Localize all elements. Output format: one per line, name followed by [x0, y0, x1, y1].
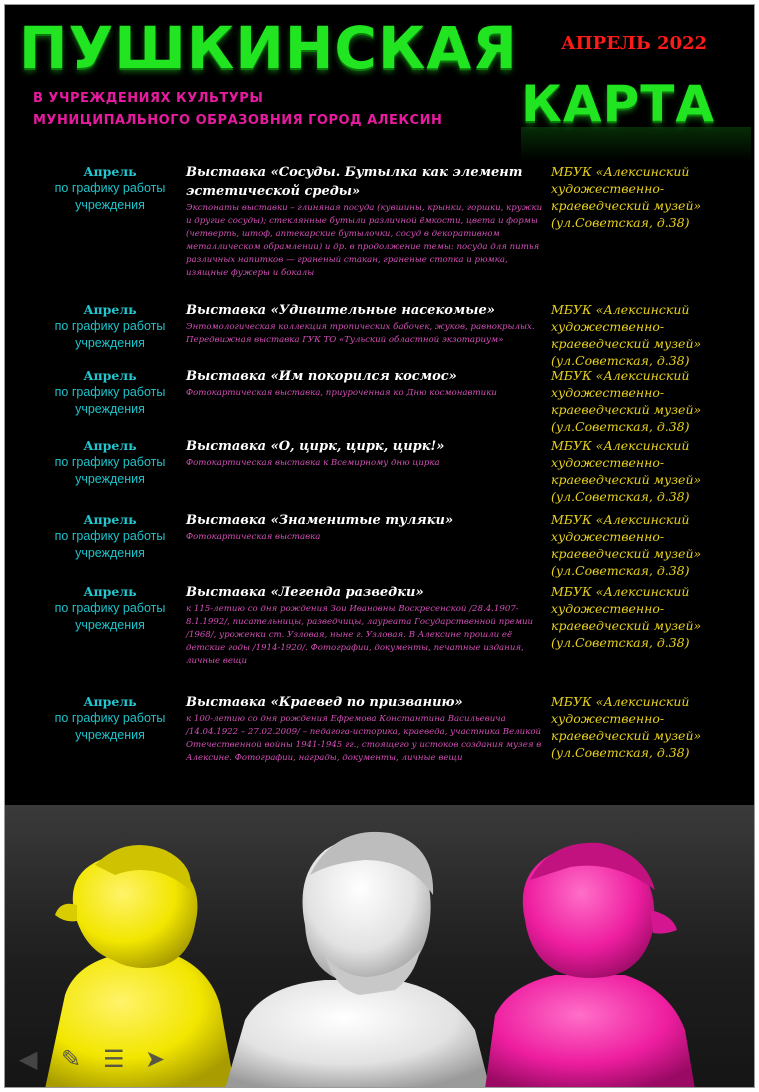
poster-subtitle-line2: МУНИЦИПАЛЬНОГО ОБРАЗОВНИЯ ГОРОД АЛЕКСИН	[33, 113, 443, 128]
event-schedule: по графику работы учреждения	[54, 181, 166, 212]
event-when	[35, 301, 185, 352]
event-description: к 100-летию со дня рождения Ефремова Константина Васильевича /14.04.1922 – 27.02.2009/ – педагога-историка, краеведа, участника Великой Отечественной войны 1941-1945 гг., стоящего у истоков создания музея в Алексине. Фотографии, награды, документы, личные вещи	[186, 714, 542, 763]
event-info	[186, 583, 546, 668]
event-info	[186, 367, 546, 400]
white-bust	[225, 832, 490, 1088]
event-schedule: по графику работы учреждения	[54, 711, 166, 742]
pen-icon[interactable]: ✎	[61, 1046, 82, 1073]
title-reflection	[521, 127, 751, 161]
event-venue: МБУК «Алексинский художественно-краеведческий музей» (ул.Советская, д.38)	[551, 164, 702, 230]
event-venue: МБУК «Алексинский художественно-краеведческий музей» (ул.Советская, д.38)	[551, 302, 702, 368]
event-description: Энтомологическая коллекция тропических бабочек, жуков, равнокрылых. Передвижная выставка ГУК ТО «Тульский областной экзотариум»	[186, 322, 535, 345]
event-schedule: по графику работы учреждения	[54, 319, 166, 350]
event-description: Фотокартическая выставка, приуроченная ко Дню космонавтики	[186, 388, 497, 398]
event-when	[35, 437, 185, 488]
event-info	[186, 511, 546, 544]
arrow-left-icon[interactable]: ◀	[19, 1046, 38, 1073]
event-title: Выставка «Им покорился космос»	[186, 369, 457, 384]
magenta-bust	[485, 843, 695, 1088]
event-venue: МБУК «Алексинский художественно-краеведческий музей» (ул.Советская, д.38)	[551, 368, 702, 434]
event-info	[186, 301, 546, 347]
poster	[4, 4, 755, 1088]
event-title: Выставка «Сосуды. Бутылка как элемент эстетической среды»	[186, 165, 523, 199]
event-month: Апрель	[83, 438, 137, 453]
event-month: Апрель	[83, 694, 137, 709]
event-when	[35, 583, 185, 634]
event-venue: МБУК «Алексинский художественно-краеведческий музей» (ул.Советская, д.38)	[551, 694, 702, 760]
event-month: Апрель	[83, 302, 137, 317]
event-when	[35, 693, 185, 744]
event-schedule: по графику работы учреждения	[54, 385, 166, 416]
event-title: Выставка «Легенда разведки»	[186, 585, 424, 600]
event-when	[35, 367, 185, 418]
event-info	[186, 693, 546, 765]
event-venue: МБУК «Алексинский художественно-краеведческий музей» (ул.Советская, д.38)	[551, 584, 702, 650]
poster-title-line1: ПУШКИНСКАЯ	[19, 14, 518, 82]
event-info	[186, 163, 546, 280]
event-description: Фотокартическая выставка	[186, 532, 321, 542]
menu-icon[interactable]: ☰	[103, 1046, 125, 1073]
event-description: к 115-летию со дня рождения Зои Ивановны Воскресенской /28.4.1907-8.1.1992/, писательницы, разведчицы, лауреата Государственной премии /1968/, уроженки ст. Узловая, ныне г. Узловая. В Алексине прошли её детские годы /1914-1920/. Фотографии, документы, печатные издания, личные вещи	[186, 604, 534, 666]
event-title: Выставка «О, цирк, цирк, цирк!»	[186, 439, 445, 454]
event-schedule: по графику работы учреждения	[54, 529, 166, 560]
event-when	[35, 511, 185, 562]
event-description: Фотокартическая выставка к Всемирному дню цирка	[186, 458, 440, 468]
event-title: Выставка «Краевед по призванию»	[186, 695, 463, 710]
event-info	[186, 437, 546, 470]
event-month: Апрель	[83, 512, 137, 527]
event-schedule: по графику работы учреждения	[54, 601, 166, 632]
event-month: Апрель	[83, 164, 137, 179]
event-title: Выставка «Удивительные насекомые»	[186, 303, 495, 318]
arrow-right-icon[interactable]: ➤	[145, 1046, 166, 1073]
event-schedule: по графику работы учреждения	[54, 455, 166, 486]
event-venue: МБУК «Алексинский художественно-краеведческий музей» (ул.Советская, д.38)	[551, 512, 702, 578]
event-title: Выставка «Знаменитые туляки»	[186, 513, 454, 528]
event-month: Апрель	[83, 584, 137, 599]
event-description: Экспонаты выставки – глиняная посуда (кувшины, крынки, горшки, кружки и другие сосуды); стеклянные бутыли различной ёмкости, цвета и формы (четверть, штоф, аптекарские бутылочки, сосуд в декоративном металлическом обрамлении) и др. в продолжение темы: посуда для питья различных напитков — граненый стакан, граненые стопка и рюмка, изящные фужеры и бокалы	[186, 203, 543, 278]
poster-title-line2: КАРТА	[521, 75, 716, 133]
poster-subtitle-line1: В УЧРЕЖДЕНИЯХ КУЛЬТУРЫ	[33, 91, 264, 106]
event-when	[35, 163, 185, 214]
poster-date: АПРЕЛЬ 2022	[561, 33, 708, 54]
event-month: Апрель	[83, 368, 137, 383]
event-venue: МБУК «Алексинский художественно-краеведческий музей» (ул.Советская, д.38)	[551, 438, 702, 504]
